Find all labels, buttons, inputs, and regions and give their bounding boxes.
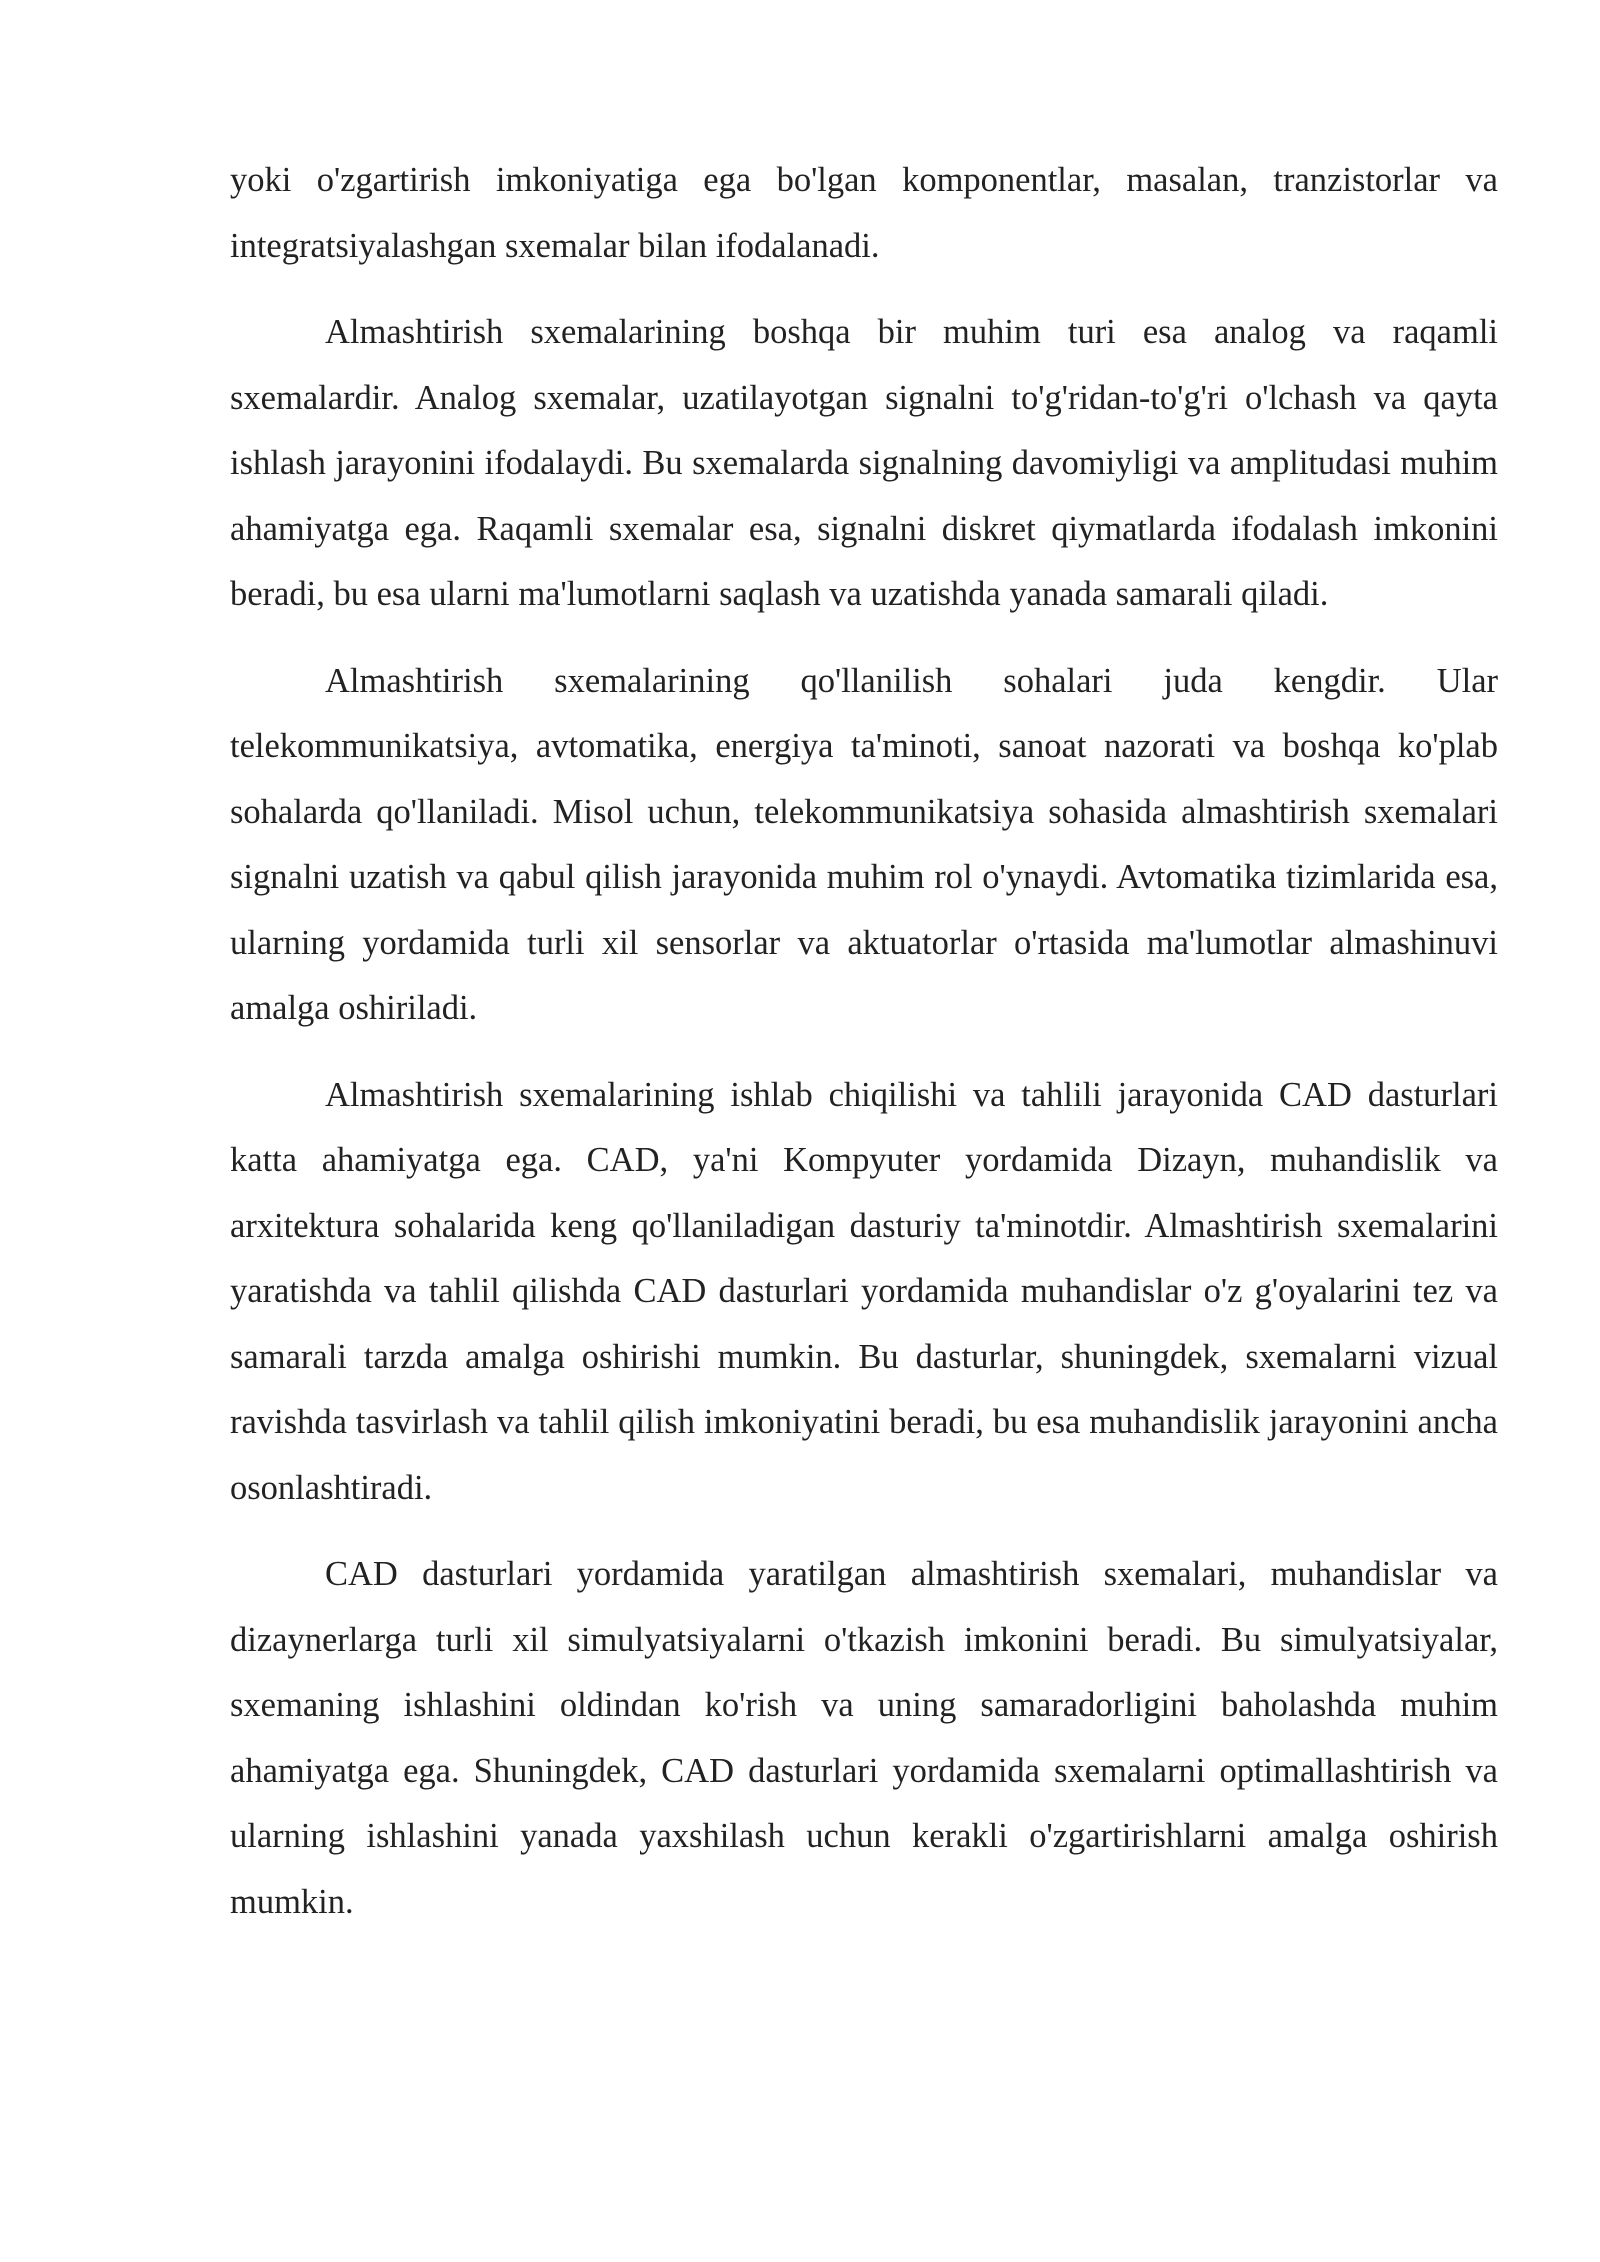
paragraph-continuation: yoki o'zgartirish imkoniyatiga ega bo'lgan komponentlar, masalan, tranzistorlar va integratsiyalashgan sxemalar bilan ifodalanadi. xyxy=(230,161,1498,265)
paragraph-cad-simulation: CAD dasturlari yordamida yaratilgan almashtirish sxemalari, muhandislar va dizaynerlarga turli xil simulyatsiyalarni o'tkazish imkonini beradi. Bu simulyatsiyalar, sxemaning ishlashini oldindan ko'rish va uning samaradorligini baholashda muhim ahamiyatga ega. Shuningdek, CAD dasturlari yordamida sxemalarni optimallashtirish va ularning ishlashini yanada yaxshilash uchun kerakli o'zgartirishlarni amalga oshirish mumkin. xyxy=(230,1555,1498,1921)
document-page xyxy=(230,148,1498,1956)
paragraph-analog-digital: Almashtirish sxemalarining boshqa bir muhim turi esa analog va raqamli sxemalardir. Analog sxemalar, uzatilayotgan signalni to'g'ridan-to'g'ri o'lchash va qayta ishlash jarayonini ifodalaydi. Bu sxemalarda signalning davomiyligi va amplitudasi muhim ahamiyatga ega. Raqamli sxemalar esa, signalni diskret qiymatlarda ifodalash imkonini beradi, bu esa ularni ma'lumotlarni saqlash va uzatishda yanada samarali qiladi. xyxy=(230,313,1498,613)
paragraph-applications: Almashtirish sxemalarining qo'llanilish sohalari juda kengdir. Ular telekommunikatsiya, avtomatika, energiya ta'minoti, sanoat nazorati va boshqa ko'plab sohalarda qo'llaniladi. Misol uchun, telekommunikatsiya sohasida almashtirish sxemalari signalni uzatish va qabul qilish jarayonida muhim rol o'ynaydi. Avtomatika tizimlarida esa, ularning yordamida turli xil sensorlar va aktuatorlar o'rtasida ma'lumotlar almashinuvi amalga oshiriladi. xyxy=(230,661,1498,1027)
paragraph-cad-importance: Almashtirish sxemalarining ishlab chiqilishi va tahlili jarayonida CAD dasturlari katta ahamiyatga ega. CAD, ya'ni Kompyuter yordamida Dizayn, muhandislik va arxitektura sohalarida keng qo'llaniladigan dasturiy ta'minotdir. Almashtirish sxemalarini yaratishda va tahlil qilishda CAD dasturlari yordamida muhandislar o'z g'oyalarini tez va samarali tarzda amalga oshirishi mumkin. Bu dasturlar, shuningdek, sxemalarni vizual ravishda tasvirlash va tahlil qilish imkoniyatini beradi, bu esa muhandislik jarayonini ancha osonlashtiradi. xyxy=(230,1075,1498,1507)
